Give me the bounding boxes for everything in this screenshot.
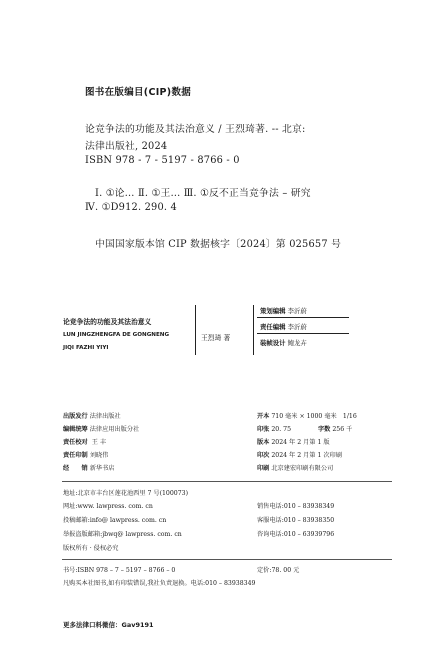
service-phone: 客服电话:010 – 83938350 <box>257 517 335 524</box>
role-name: 李沂蔚 <box>287 323 307 331</box>
imprint-value: 2024 年 2 月第 1 次印刷 <box>271 452 342 459</box>
imprint-label: 字数 <box>318 426 331 433</box>
imprint-word-count <box>318 424 352 433</box>
role-editor <box>260 322 307 331</box>
imprint-value: 北京建宏印刷有限公司 <box>271 465 334 472</box>
imprint-impression <box>257 450 342 459</box>
role-planning <box>260 306 307 315</box>
imprint-label: 责任校对 <box>63 439 88 446</box>
role-label: 装帧设计 <box>260 339 286 347</box>
title-box-divider-2 <box>253 305 254 355</box>
author: 王烈琦 著 <box>201 334 231 342</box>
consult-phone: 咨询电话:010 – 63939796 <box>257 531 335 538</box>
cip-subject-line: Ⅰ. ①论… Ⅱ. ①王… Ⅲ. ①反不正当竞争法 – 研究 <box>95 188 311 199</box>
imprint-value: 710 毫米 × 1000 毫米 1/16 <box>271 413 357 420</box>
role-name: 鲍龙卉 <box>287 339 307 347</box>
return-notice: 凡购买本社图书,如有印装错误,我社负责退换。电话:010 – 83938349 <box>63 580 256 587</box>
cip-classification-line: Ⅳ. ①D912. 290. 4 <box>85 202 177 213</box>
imprint-edition <box>257 437 330 446</box>
cip-isbn-line: ISBN 978 - 7 - 5197 - 8766 - 0 <box>85 155 240 166</box>
imprint-label: 印次 <box>257 452 270 459</box>
divider <box>62 559 392 560</box>
website: 网址:www. lawpress. com. cn <box>63 503 153 510</box>
submission-email: 投稿邮箱:info@ lawpress. com. cn <box>63 517 167 524</box>
address: 地址:北京市丰台区莲花池西里 7 号(100073) <box>63 490 189 497</box>
imprint-printing-manager <box>63 450 108 459</box>
price: 定价:78. 00 元 <box>257 567 300 574</box>
imprint-label: 版本 <box>257 439 270 446</box>
cip-heading: 图书在版编目(CIP)数据 <box>85 87 192 98</box>
title-cn: 论竞争法的功能及其法治意义 <box>63 318 152 326</box>
imprint-label: 经 销 <box>63 465 88 472</box>
imprint-label: 出版发行 <box>63 413 88 420</box>
rights-notice: 版权所有 · 侵权必究 <box>63 545 119 552</box>
role-design <box>260 338 307 347</box>
title-pinyin-1: LUN JINGZHENGFA DE GONGNENG <box>63 332 170 338</box>
imprint-coordination <box>63 424 139 433</box>
imprint-sheets <box>257 424 291 433</box>
report-email: 举报盗版邮箱:jbwq@ lawpress. com. cn <box>63 531 182 538</box>
wechat-note: 更多法律口料微信：Gav9191 <box>63 621 154 629</box>
imprint-publisher <box>63 411 121 420</box>
sales-phone: 销售电话:010 – 83938349 <box>257 503 335 510</box>
title-box-divider-1 <box>195 305 196 355</box>
imprint-value: 256 千 <box>332 426 353 433</box>
imprint-distributor <box>63 463 114 472</box>
imprint-label: 开本 <box>257 413 270 420</box>
imprint-proofreader <box>63 437 106 446</box>
cip-title-line: 论竞争法的功能及其法治意义 / 王烈琦著. -- 北京: <box>85 124 306 135</box>
book-number: 书号:ISBN 978 – 7 – 5197 – 8766 – 0 <box>63 567 176 574</box>
cip-record-number: 中国国家版本馆 CIP 数据核字〔2024〕第 025657 号 <box>95 239 342 250</box>
cip-publisher-line: 法律出版社, 2024 <box>85 141 168 152</box>
imprint-value: 王 丰 <box>91 439 107 446</box>
imprint-format <box>257 411 357 420</box>
imprint-value: 新华书店 <box>89 465 115 472</box>
imprint-label: 责任印制 <box>63 452 88 459</box>
role-rule <box>257 317 349 318</box>
role-label: 责任编辑 <box>260 323 286 331</box>
title-pinyin-2: JIQI FAZHI YIYI <box>63 345 109 351</box>
divider <box>62 481 392 482</box>
imprint-printer <box>257 463 333 472</box>
imprint-value: 2024 年 2 月第 1 版 <box>271 439 330 446</box>
imprint-value: 法律应用出版分社 <box>89 426 140 433</box>
role-name: 李沂蔚 <box>287 307 307 315</box>
imprint-value: 法律出版社 <box>89 413 121 420</box>
imprint-value: 20. 75 <box>271 426 292 433</box>
imprint-label: 编辑统筹 <box>63 426 88 433</box>
imprint-value: 刘晓伟 <box>89 452 109 459</box>
imprint-label: 印刷 <box>257 465 270 472</box>
role-label: 策划编辑 <box>260 307 286 315</box>
imprint-label: 印张 <box>257 426 270 433</box>
role-rule <box>257 333 349 334</box>
